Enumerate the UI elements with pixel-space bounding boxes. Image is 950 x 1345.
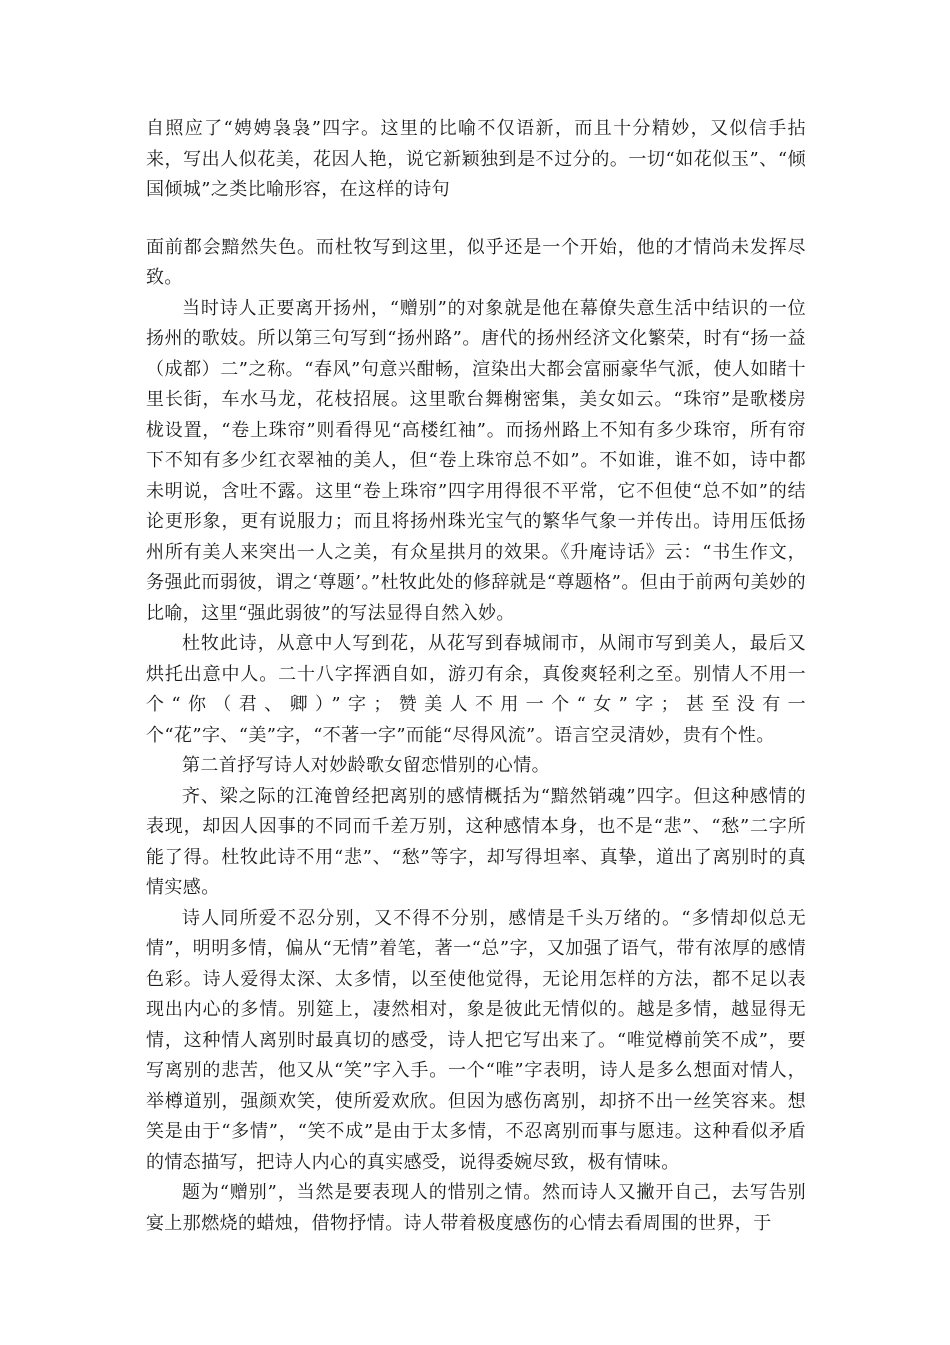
paragraph: 齐、梁之际的江淹曾经把离别的感情概括为“黯然销魂”四字。但这种感情的表现，却因人因事的不同而千差万别，这种感情本身，也不是“悲”、“愁”二字所能了得。杜牧此诗不用“悲”、“愁”等字，却写得坦率、真挚，道出了离别时的真情实感。	[146, 785, 806, 898]
paragraph: 诗人同所爱不忍分别，又不得不分别，感情是千头万绪的。“多情却似总无情”，明明多情，偏从“无情”着笔，著一“总”字，又加强了语气，带有浓厚的感情色彩。诗人爱得太深、太多情，以至使他觉得，无论用怎样的方法，都不足以表现出内心的多情。别筵上，凄然相对，象是彼此无情似的。越是多情，越显得无情，这种情人离别时最真切的感受，诗人把它写出来了。“唯觉樽前笑不成”，要写离别的悲苦，他又从“笑”字入手。一个“唯”字表明，诗人是多么想面对情人，举樽道别，强颜欢笑，使所爱欢欣。但因为感伤离别，却挤不出一丝笑容来。想笑是由于“多情”，“笑不成”是由于太多情，不忍离别而事与愿违。这种看似矛盾的情态描写，把诗人内心的真实感受，说得委婉尽致，极有情味。	[146, 907, 806, 1173]
page-break-gap	[146, 206, 806, 233]
document-page	[146, 114, 806, 1239]
paragraph: 面前都会黯然失色。而杜牧写到这里，似乎还是一个开始，他的才情尚未发挥尽致。	[146, 236, 806, 288]
paragraph: 当时诗人正要离开扬州，“赠别”的对象就是他在幕僚失意生活中结识的一位扬州的歌妓。所以第三句写到“扬州路”。唐代的扬州经济文化繁荣，时有“扬一益（成都）二”之称。“春风”句意兴酣畅，渲染出大都会富丽豪华气派，使人如睹十里长街，车水马龙，花枝招展。这里歌台舞榭密集，美女如云。“珠帘”是歌楼房栊设置，“卷上珠帘”则看得见“高楼红袖”。而扬州路上不知有多少珠帘，所有帘下不知有多少红衣翠袖的美人，但“卷上珠帘总不如”。不如谁，谁不如，诗中都未明说，含吐不露。这里“卷上珠帘”四字用得很不平常，它不但使“总不如”的结论更形象，更有说服力；而且将扬州珠光宝气的繁华气象一并传出。诗用压低扬州所有美人来突出一人之美，有众星拱月的效果。《升庵诗话》云：“书生作文，务强此而弱彼，谓之‘尊题’。”杜牧此处的修辞就是“尊题格”。但由于前两句美妙的比喻，这里“强此弱彼”的写法显得自然入妙。	[146, 297, 806, 624]
paragraph: 第二首抒写诗人对妙龄歌女留恋惜别的心情。	[182, 755, 550, 776]
paragraph-continuation: 自照应了“娉娉袅袅”四字。这里的比喻不仅语新，而且十分精妙，又似信手拈来，写出人似花美，花因人艳，说它新颖独到是不过分的。一切“如花似玉”、“倾国倾城”之类比喻形容，在这样的诗句	[146, 118, 806, 200]
paragraph: 杜牧此诗，从意中人写到花，从花写到春城闹市，从闹市写到美人，最后又烘托出意中人。二十八字挥洒自如，游刃有余，真俊爽轻利之至。别情人不用一个“你（君、卿）”字；赞美人不用一个“女”字；甚至没有一个“花”字、“美”字，“不著一字”而能“尽得风流”。语言空灵清妙，贵有个性。	[146, 633, 806, 746]
paragraph: 题为“赠别”，当然是要表现人的惜别之情。然而诗人又撇开自己，去写告别宴上那燃烧的蜡烛，借物抒情。诗人带着极度感伤的心情去看周围的世界，于	[146, 1182, 806, 1234]
